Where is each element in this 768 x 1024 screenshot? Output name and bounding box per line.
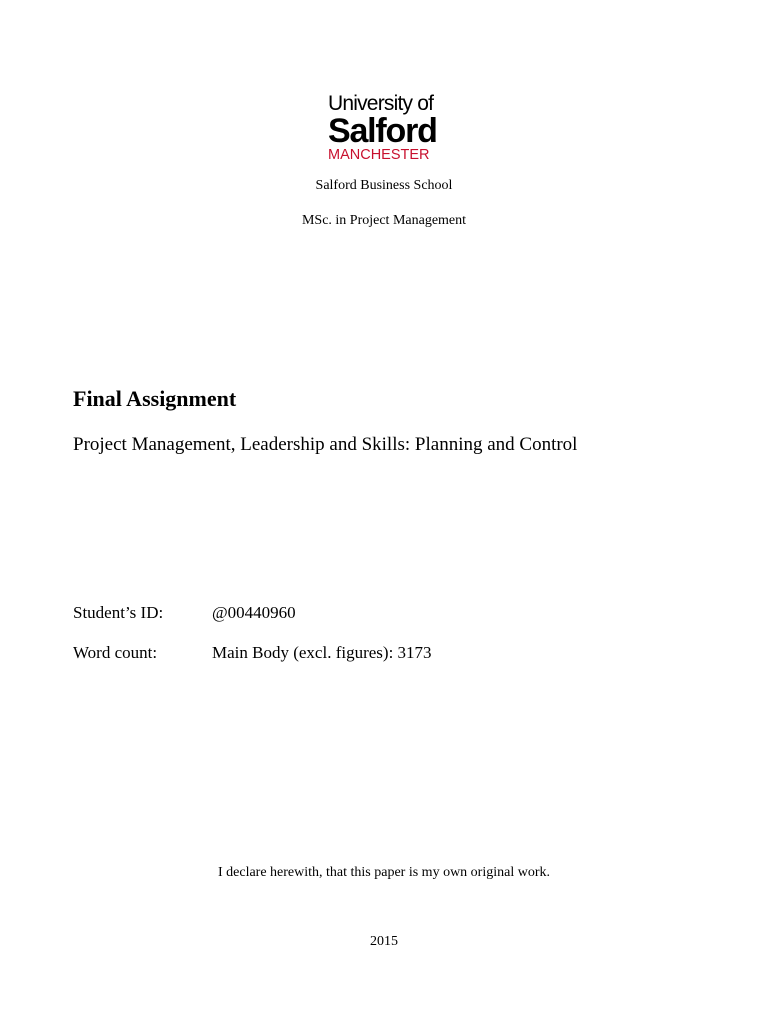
- logo-line-manchester: MANCHESTER: [328, 147, 430, 163]
- logo-line-university-of: University of: [328, 92, 434, 115]
- student-id-label: Student’s ID:: [73, 603, 164, 622]
- page-title: Final Assignment: [73, 386, 237, 411]
- student-id-value: @00440960: [212, 603, 296, 622]
- page-subtitle: Project Management, Leadership and Skills: Planning and Control: [73, 434, 578, 455]
- school-name: Salford Business School: [315, 178, 453, 193]
- logo-line-salford: Salford: [328, 112, 437, 150]
- word-count-label: Word count:: [73, 643, 158, 662]
- word-count-value: Main Body (excl. figures): 3173: [212, 643, 432, 662]
- declaration-text: I declare herewith, that this paper is my own original work.: [217, 865, 550, 880]
- program-name: MSc. in Project Management: [301, 213, 467, 228]
- university-logo: [328, 93, 440, 163]
- year-text: 2015: [370, 934, 398, 949]
